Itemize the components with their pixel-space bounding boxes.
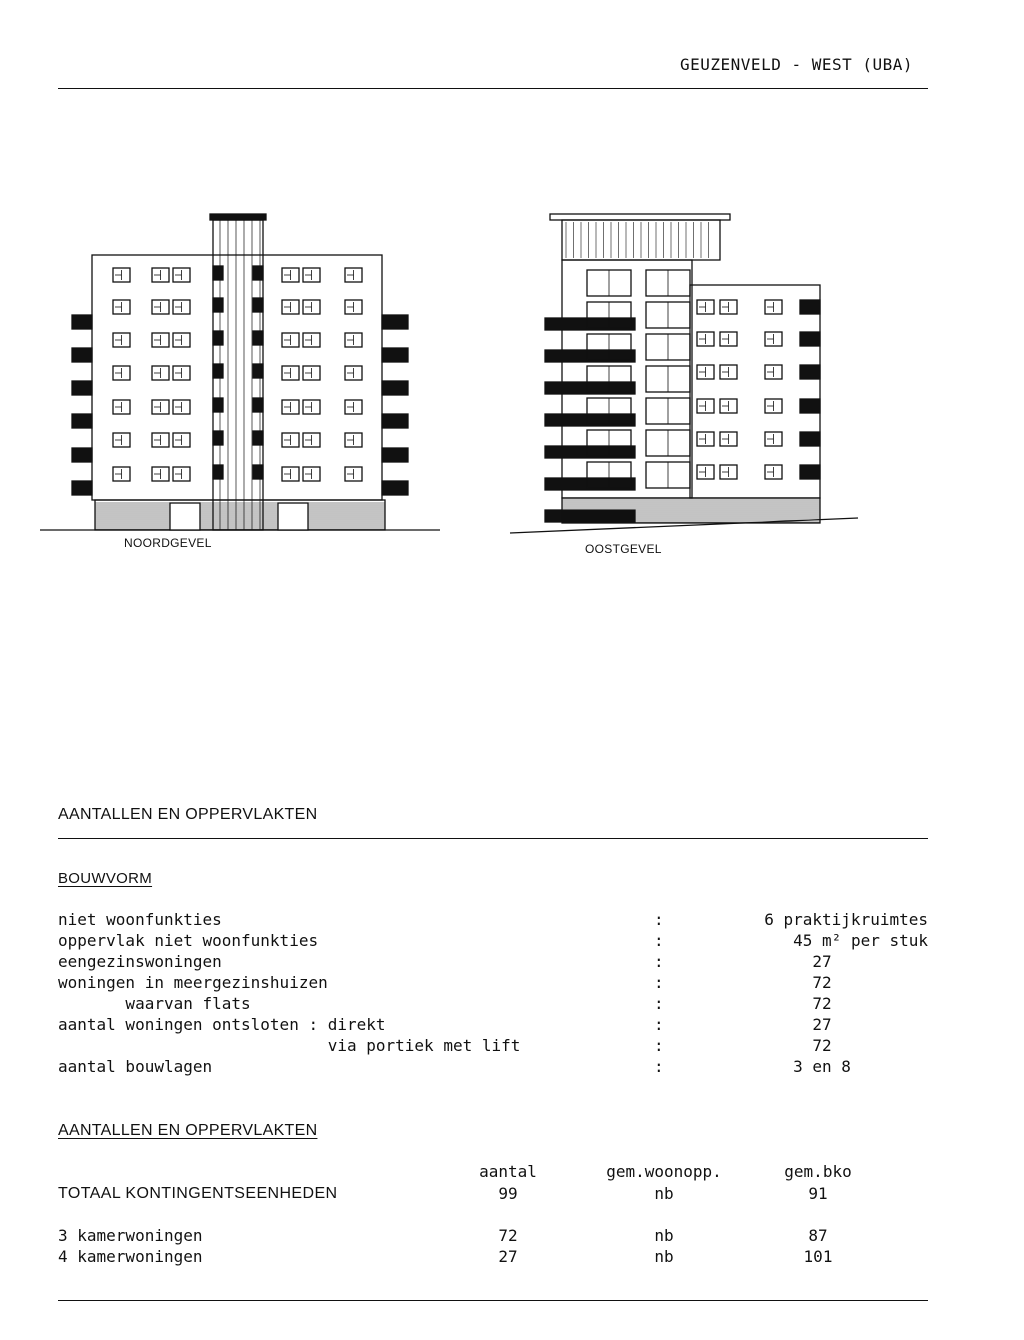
bouwvorm-row-colon: : (654, 1015, 664, 1034)
balcony (382, 481, 408, 495)
bouwvorm-row (58, 930, 928, 951)
balcony (72, 448, 92, 462)
bouwvorm-row-value: 3 en 8 (793, 1057, 851, 1076)
door (278, 503, 308, 530)
table-row-woonopp: nb (654, 1226, 674, 1245)
balcony (72, 481, 92, 495)
header-rule (58, 88, 928, 89)
balcony (800, 332, 820, 346)
bouwvorm-row-value: 72 (812, 1036, 832, 1055)
bouwvorm-row-colon: : (654, 973, 664, 992)
bouwvorm-row (58, 1035, 928, 1056)
north-main-block (92, 255, 382, 500)
bouwvorm-row-value: 27 (812, 952, 832, 971)
balcony (382, 315, 408, 329)
stair-window (253, 331, 263, 345)
bouwvorm-row-value: 27 (812, 1015, 832, 1034)
stair-window (253, 298, 263, 312)
east-facade-drawing (510, 214, 858, 533)
bouwvorm-row-label: oppervlak niet woonfunkties (58, 931, 319, 950)
table-row-aantal: 27 (498, 1247, 518, 1266)
bouwvorm-row (58, 1056, 928, 1077)
balcony (72, 381, 92, 395)
stair-window (253, 364, 263, 378)
bouwvorm-row-colon: : (654, 1057, 664, 1076)
north-facade-caption: NOORDGEVEL (124, 536, 212, 550)
bouwvorm-row-colon: : (654, 1036, 664, 1055)
table-row-bko: 87 (808, 1226, 828, 1245)
balcony (382, 448, 408, 462)
page-header-title: GEUZENVELD - WEST (UBA) (680, 55, 914, 74)
bouwvorm-row-value: 45 m² per stuk (793, 931, 928, 950)
table-row-label: 4 kamerwoningen (58, 1247, 203, 1266)
stair-window (213, 364, 223, 378)
balcony (72, 348, 92, 362)
col-header-aantal: aantal (479, 1162, 537, 1181)
total-label: TOTAAL KONTINGENTSEENHEDEN (58, 1185, 338, 1202)
bouwvorm-title: BOUWVORM (58, 870, 153, 887)
balcony (800, 432, 820, 446)
bouwvorm-row-label: waarvan flats (58, 994, 251, 1013)
bouwvorm-row-colon: : (654, 994, 664, 1013)
total-woonopp: nb (654, 1184, 674, 1203)
footer-rule (58, 1300, 928, 1301)
stair-window (213, 398, 223, 412)
total-bko: 91 (808, 1184, 828, 1203)
bouwvorm-row-value: 72 (812, 994, 832, 1013)
north-roof-cap (210, 214, 266, 220)
bouwvorm-row-label: aantal woningen ontsloten : direkt (58, 1015, 386, 1034)
col-header-bko: gem.bko (784, 1162, 852, 1181)
stair-window (213, 298, 223, 312)
balcony (382, 381, 408, 395)
balcony (72, 315, 92, 329)
stair-window (213, 331, 223, 345)
balcony (382, 348, 408, 362)
section-title-aantallen-2: AANTALLEN EN OPPERVLAKTEN (58, 1122, 318, 1139)
balcony (382, 414, 408, 428)
bouwvorm-row-colon: : (654, 931, 664, 950)
stair-window (253, 266, 263, 280)
bouwvorm-row-label: niet woonfunkties (58, 910, 222, 929)
stair-window (213, 431, 223, 445)
table-row-bko: 101 (803, 1247, 833, 1266)
balcony (800, 399, 820, 413)
col-header-woonopp: gem.woonopp. (606, 1162, 722, 1181)
east-facade-caption: OOSTGEVEL (585, 542, 662, 556)
section-title-aantallen: AANTALLEN EN OPPERVLAKTEN (58, 806, 318, 823)
table-row-woonopp: nb (654, 1247, 674, 1266)
balcony (800, 465, 820, 479)
stair-window (253, 398, 263, 412)
facade-drawings (0, 200, 1024, 570)
stair-window (213, 465, 223, 479)
table-row-label: 3 kamerwoningen (58, 1226, 203, 1245)
bouwvorm-row (58, 951, 928, 972)
bouwvorm-row-label: eengezinswoningen (58, 952, 222, 971)
bouwvorm-row-label: woningen in meergezinshuizen (58, 973, 328, 992)
bouwvorm-row (58, 909, 928, 930)
balcony (72, 414, 92, 428)
bouwvorm-row (58, 993, 928, 1014)
bouwvorm-row-label: via portiek met lift (58, 1036, 521, 1055)
bouwvorm-row-value: 6 praktijkruimtes (764, 910, 928, 929)
bouwvorm-row-value: 72 (812, 973, 832, 992)
bouwvorm-row-colon: : (654, 910, 664, 929)
section-rule (58, 838, 928, 839)
bouwvorm-row (58, 972, 928, 993)
east-roof (550, 214, 730, 220)
stair-window (253, 465, 263, 479)
north-facade-drawing (40, 214, 440, 530)
table-row-aantal: 72 (498, 1226, 518, 1245)
stair-window (213, 266, 223, 280)
total-aantal: 99 (498, 1184, 518, 1203)
bouwvorm-row-colon: : (654, 952, 664, 971)
balcony (800, 300, 820, 314)
stair-window (253, 431, 263, 445)
bouwvorm-row (58, 1014, 928, 1035)
door (170, 503, 200, 530)
bouwvorm-row-label: aantal bouwlagen (58, 1057, 213, 1076)
balcony (800, 365, 820, 379)
